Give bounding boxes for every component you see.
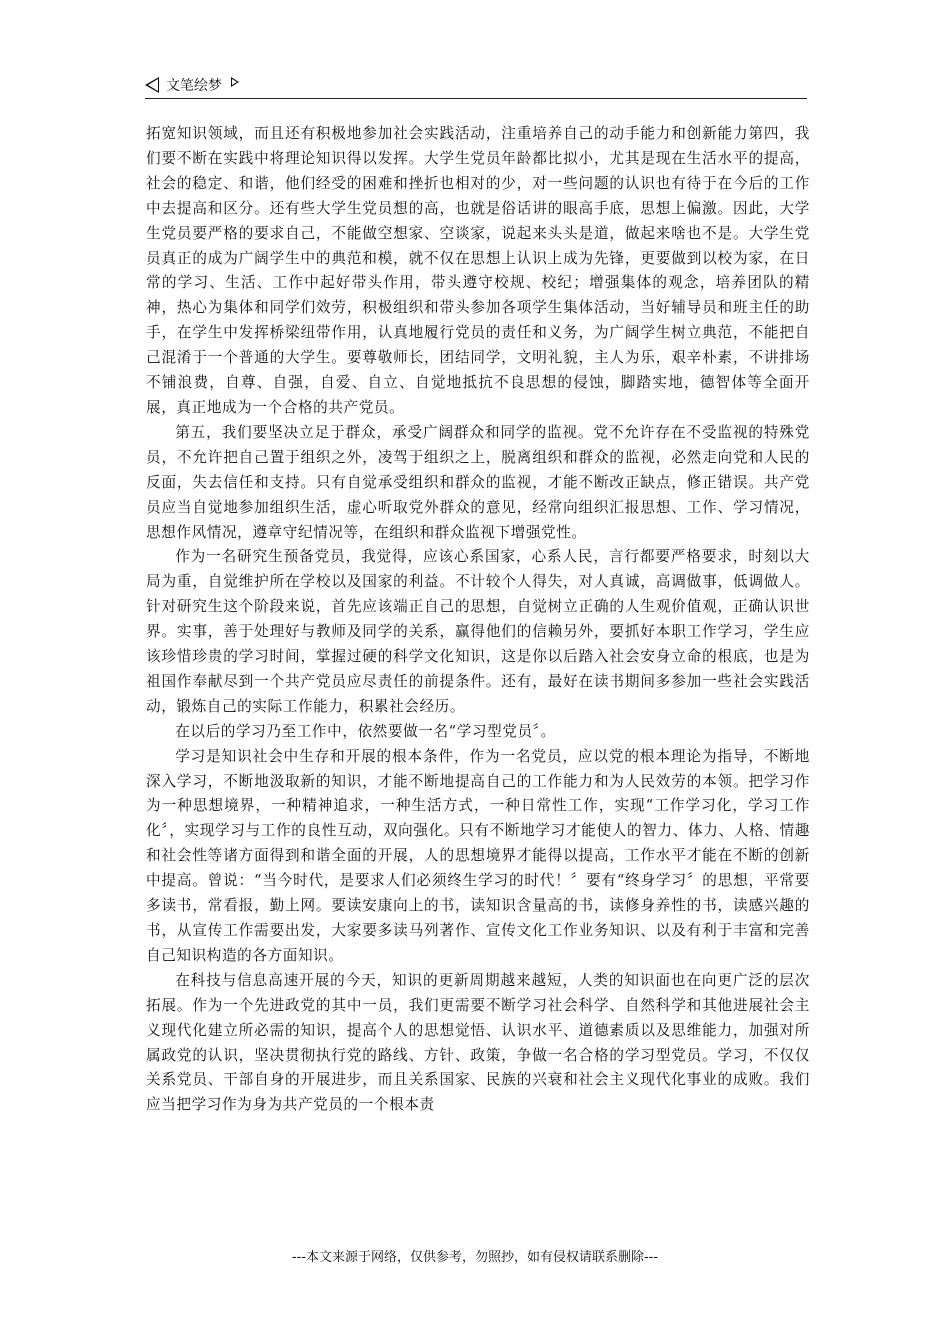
paragraph-2: 第五，我们要坚决立足于群众，承受广阔群众和同学的监视。党不允许存在不受监视的特殊党员，不允许把自己置于组织之外，凌驾于组织之上，脱离组织和群众的监视，必然走向党和人民的反面，失去信任和支持。只有自觉承受组织和群众的监视，才能不断改正缺点，修正错误。共产党员应当自觉地参加组织生活，虚心听取党外群众的意见，经常向组织汇报思想、工作、学习情况，思想作风情况，遵章守纪情况等，在组织和群众监视下增强党性。 — [146, 423, 810, 541]
footer-notice: ---本文来源于网络，仅供参考，勿照抄，如有侵权请联系删除--- — [291, 1250, 659, 1265]
paragraph-1: 拓宽知识领域，而且还有积极地参加社会实践活动，注重培养自己的动手能力和创新能力第四，我们要不断在实践中将理论知识得以发挥。大学生党员年龄都比拟小，尤其是现在生活水平的提高，社会的稳定、和谐，他们经受的困难和挫折也相对的少，对一些问题的认识也有待于在今后的工作中去提高和区分。还有些大学生党员想的高，也就是俗话讲的眼高手底，思想上偏激。因此，大学生党员要严格的要求自己，不能做空想家、空谈家，说起来头头是道，做起来啥也不是。大学生党员真正的成为广阔学生中的典范和模，就不仅在思想上认识上成为先锋，更要做到以校为家，在日常的学习、生活、工作中起好带头作用，带头遵守校规、校纪；增强集体的观念，培养团队的精神，热心为集体和同学们效劳，积极组织和带头参加各项学生集体活动，当好辅导员和班主任的助手，在学生中发挥桥梁纽带作用，认真地履行党员的责任和义务，为广阔学生树立典范，不能把自己混淆于一个普通的大学生。要尊敬师长，团结同学，文明礼貌，主人为乐，艰辛朴素，不讲排场不铺浪费，自尊、自强，自爱、自立、自觉地抵抗不良思想的侵蚀，脚踏实地，德智体等全面开展，真正地成为一个合格的共产党员。 — [146, 125, 810, 416]
brand — [145, 75, 239, 95]
brand-name: 文笔绘梦 — [166, 78, 222, 94]
paragraph-5: 学习是知识社会中生存和开展的根本条件，作为一名党员，应以党的根本理论为指导，不断地深入学习，不断地汲取新的知识，才能不断地提高自己的工作能力和为人民效劳的本领。把学习作为一种思想境界，一种精神追求，一种生活方式，一种日常性工作，实现“工作学习化，学习工作化〞，实现学习与工作的良性互动，双向强化。只有不断地学习才能使人的智力、体力、人格、情趣和社会性等诸方面得到和谐全面的开展，人的思想境界才能得以提高，工作水平才能在不断的创新中提高。曾说：“当今时代，是要求人们必须终生学习的时代！〞要有“终身学习〞的思想，平常要多读书，常看报，勤上网。要读安康向上的书，读知识含量高的书，读修身养性的书，读感兴趣的书，从宣传工作需要出发，大家要多读马列著作、宣传文化工作业务知识、以及有利于丰富和完善自己知识构造的各方面知识。 — [146, 747, 810, 964]
document-body — [146, 122, 810, 1118]
paragraph-4: 在以后的学习乃至工作中，依然要做一名“学习型党员〞。 — [175, 722, 556, 740]
paragraph-6: 在科技与信息高速开展的今天，知识的更新周期越来越短，人类的知识面也在向更广泛的层次拓展。作为一个先进政党的其中一员，我们更需要不断学习社会科学、自然科学和其他进展社会主义现代化建立所必需的知识，提高个人的思想觉悟、认识水平、道德素质以及思维能力，加强对所属政党的认识，坚决贯彻执行党的路线、方针、政策，争做一名合格的学习型党员。学习，不仅仅关系党员、干部自身的开展进步，而且关系国家、民族的兴衰和社会主义现代化事业的成败。我们应当把学习作为身为共产党员的一个根本责 — [146, 971, 810, 1114]
triangle-left-icon — [145, 77, 159, 93]
paragraph-3: 作为一名研究生预备党员，我觉得，应该心系国家，心系人民，言行都要严格要求，时刻以大局为重，自觉维护所在学校以及国家的利益。不计较个人得失，对人真诚，高调做事，低调做人。针对研究生这个阶段来说，首先应该端正自己的思想，自觉树立正确的人生观价值观，正确认识世界。实事，善于处理好与教师及同学的关系，赢得他们的信赖另外，要抓好本职工作学习，学生应该珍惜珍贵的学习时间，掌握过硬的科学文化知识，这是你以后踏入社会安身立命的根底，也是为祖国作奉献尽到一个共产党员应尽责任的前提条件。还有，最好在读书期间多参加一些社会实践活动，锻炼自己的实际工作能力，积累社会经历。 — [146, 548, 810, 715]
page-header — [145, 74, 807, 99]
triangle-right-icon — [231, 77, 239, 87]
